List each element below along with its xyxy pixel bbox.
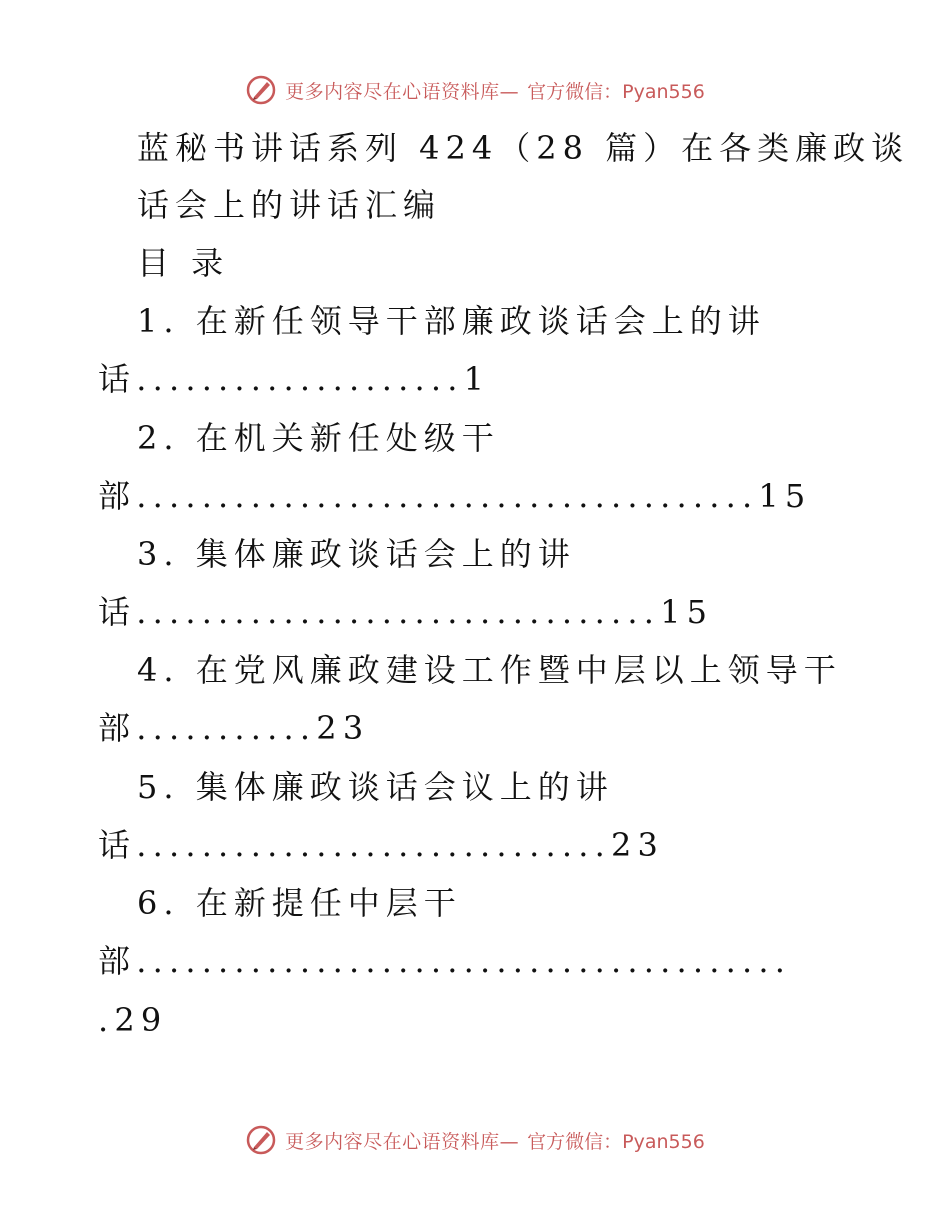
toc-entry-4-label: 4. 在党风廉政建设工作暨中层以上领导干 [137, 651, 842, 689]
toc-entry-5-page: 话.............................23 [98, 826, 665, 864]
toc-entry-1-label: 1. 在新任领导干部廉政谈话会上的讲 [137, 302, 766, 340]
toc-entry-4-page: 部...........23 [98, 709, 370, 747]
toc-heading: 目 录 [137, 244, 230, 282]
document-title-line-1: 蓝秘书讲话系列 424（28 篇）在各类廉政谈 [137, 129, 910, 167]
toc-entry-2-label: 2. 在机关新任处级干 [137, 419, 500, 457]
banner-text: 更多内容尽在心语资料库— [285, 80, 520, 103]
toc-entry-1-page: 话....................1 [98, 360, 491, 398]
banner-wechat: 官方微信：Pyan556 [527, 80, 705, 103]
toc-entry-6-page: 部........................................ [98, 942, 792, 980]
toc-entry-3-label: 3. 集体廉政谈话会上的讲 [137, 535, 576, 573]
document-title-line-2: 话会上的讲话汇编 [137, 186, 442, 224]
banner-wechat: 官方微信：Pyan556 [527, 1130, 705, 1153]
toc-entry-5-label: 5. 集体廉政谈话会议上的讲 [137, 768, 614, 806]
banner-text: 更多内容尽在心语资料库— [285, 1130, 520, 1153]
pen-logo-icon [245, 74, 277, 106]
toc-entry-6-page-number: .29 [98, 1001, 168, 1039]
toc-entry-2-page: 部......................................15 [98, 477, 812, 515]
header-banner [0, 68, 950, 112]
footer-banner [0, 1118, 950, 1162]
toc-entry-6-label: 6. 在新提任中层干 [137, 884, 462, 922]
pen-logo-icon [245, 1124, 277, 1156]
toc-entry-3-page: 话................................15 [98, 593, 714, 631]
